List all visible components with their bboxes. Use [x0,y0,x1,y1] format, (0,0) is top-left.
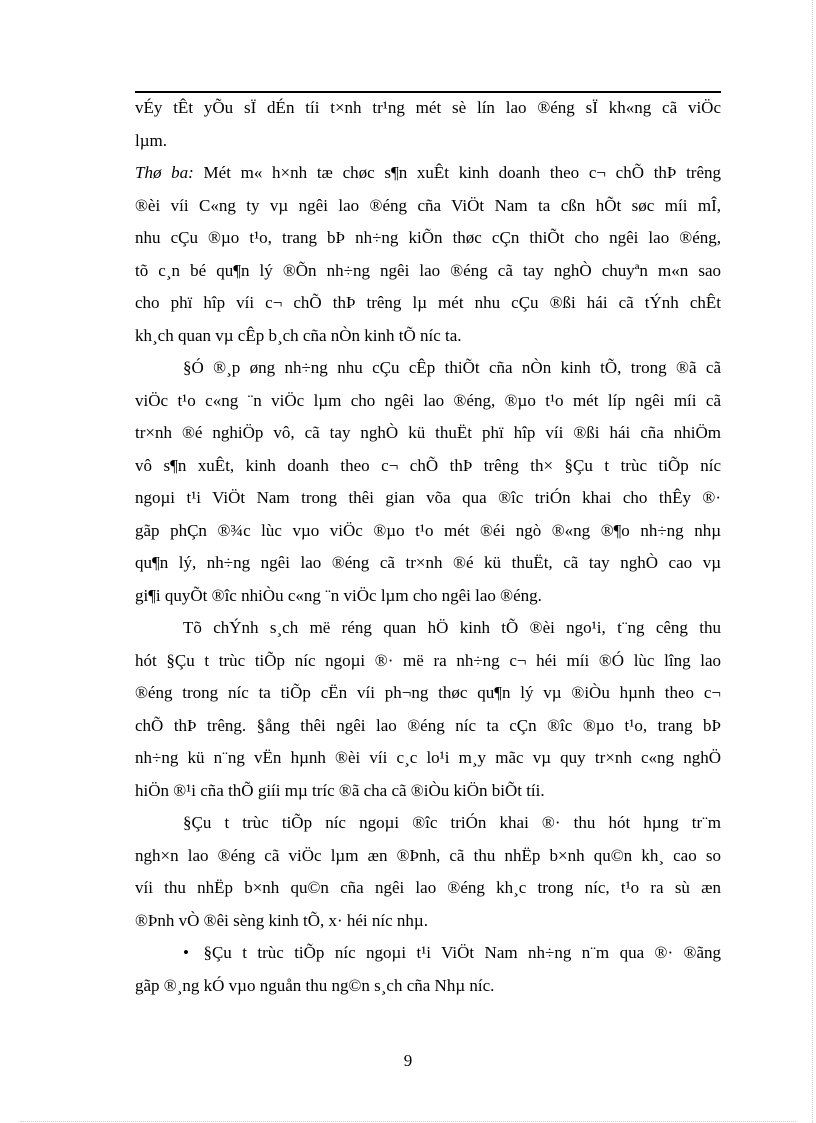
text-line: lµm. [135,130,167,150]
text-line: ®èi víi C«ng ty vµ ngêi lao ®éng cña ViÖt Nam ta cßn hÕt søc míi mÎ, [135,195,721,215]
text-line: gãp ®¸ng kÓ vµo nguån thu ng©n s¸ch cña Nhµ níc. [135,975,495,995]
text-line: nhu cÇu ®µo t¹o, trang bÞ nh÷ng kiÕn thøc cÇn thiÕt cho ngêi lao ®éng, [135,228,721,247]
page-bottom-border [20,1121,796,1122]
text-line: nh÷ng kü n¨ng vËn hµnh ®èi víi c¸c lo¹i m¸y mãc vµ quy tr×nh c«ng nghÖ [135,748,721,767]
text-line [135,937,721,970]
text-line: ®éng trong níc ta tiÕp cËn víi ph¬ng thøc qu¶n lý vµ ®iÒu hµnh theo c¬ [135,683,721,702]
text-line: vô s¶n xuÊt, kinh doanh theo c¬ chÕ thÞ trêng th× §Çu t trùc tiÕp níc [135,455,721,475]
text-line: chÕ thÞ trêng. §ång thêi ngêi lao ®éng níc ta cÇn ®îc ®µo t¹o, trang bÞ [135,715,721,735]
text-line: hót §Çu t trùc tiÕp níc ngoµi ®· më ra nh÷ng c¬ héi míi ®Ó lùc lîng lao [135,650,721,670]
text-line: kh¸ch quan vµ cÊp b¸ch cña nÒn kinh tÕ níc ta. [135,325,462,345]
text-line: tr×nh ®é nghiÖp vô, cã tay nghÒ kü thuËt phï hîp víi ®ßi hái cña nhiÖm [135,423,721,442]
text-line: víi thu nhËp b×nh qu©n cña ngêi lao ®éng kh¸c trong níc, t¹o ra sù æn [135,878,721,897]
text-line: vÉy tÊt yÕu sÏ dÉn tíi t×nh tr¹ng mét sè lín lao ®éng sÏ kh«ng cã viÖc [135,98,721,117]
text-line: qu¶n lý, nh÷ng ngêi lao ®éng cã tr×nh ®é kü thuËt, cã tay nghÒ cao vµ [135,553,721,572]
text-line: ®Þnh vÒ ®êi sèng kinh tÕ, x· héi níc nhµ. [135,910,428,930]
text-line: §Çu t trùc tiÕp níc ngoµi ®îc triÓn khai ®· thu hót hµng tr¨m [183,813,721,832]
text-line [135,157,721,190]
text-line: §Ó ®¸p øng nh÷ng nhu cÇu cÊp thiÕt cña nÒn kinh tÕ, trong ®ã cã [183,358,721,377]
text-line: cho phï hîp víi c¬ chÕ thÞ trêng lµ mét nhu cÇu ®ßi hái cã tÝnh chÊt [135,293,721,312]
text-line: gãp phÇn ®¾c lùc vµo viÖc ®µo t¹o mét ®éi ngò ®«ng ®¶o nh÷ng nhµ [135,520,721,540]
page-right-border [812,0,813,1123]
body-text [135,92,721,1002]
text-line: hiÖn ®¹i cña thÕ giíi mµ tríc ®ã cha cã ®iÒu kiÖn biÕt tíi. [135,780,545,800]
bullet-icon: • [183,943,189,962]
text-line: viÖc t¹o c«ng ¨n viÖc lµm cho ngêi lao ®éng, ®µo t¹o mét líp ngêi míi cã [135,390,721,410]
text-line: Tõ chÝnh s¸ch më réng quan hÖ kinh tÕ ®èi ngo¹i, t¨ng cêng thu [183,618,721,637]
text-line: gi¶i quyÕt ®îc nhiÒu c«ng ¨n viÖc lµm cho ngêi lao ®éng. [135,585,542,605]
text-line-content: Mét m« h×nh tæ chøc s¶n xuÊt kinh doanh theo c¬ chÕ thÞ trêng [203,163,721,182]
text-line: ngh×n lao ®éng cã viÖc lµm æn ®Þnh, cã thu nhËp b×nh qu©n kh¸ cao so [135,845,721,865]
text-line-content: §Çu t trùc tiÕp níc ngoµi t¹i ViÖt Nam nh÷ng n¨m qua ®· ®ãng [203,943,721,962]
section-label: Thø ba: [135,163,194,182]
text-line: ngoµi t¹i ViÖt Nam trong thêi gian võa qua ®îc triÓn khai cho thÊy ®· [135,488,721,507]
text-line: tõ c¸n bé qu¶n lý ®Õn nh÷ng ngêi lao ®éng cã tay nghÒ chuyªn m«n sao [135,260,721,280]
page-number: 9 [403,1051,413,1070]
